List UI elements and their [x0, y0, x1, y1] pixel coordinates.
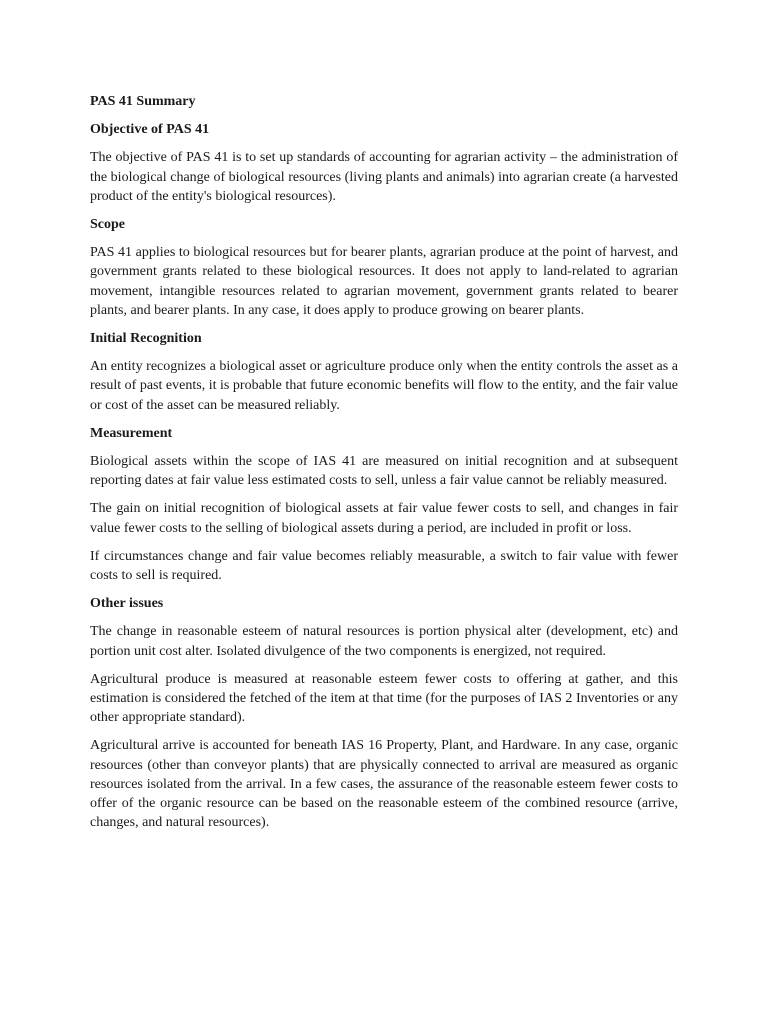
paragraph: Biological assets within the scope of IAS 41 are measured on initial recognition and at subsequent reporting dates at fair value less estimated costs to sell, unless a fair value cannot be reliably measured.: [90, 454, 678, 489]
section-heading: Measurement: [90, 425, 173, 441]
section-objective: [90, 120, 678, 206]
paragraph: Agricultural produce is measured at reasonable esteem fewer costs to offering at gather, and this estimation is considered the fetched of the item at that time (for the purposes of IAS 2 Inventories or any other appropriate standard).: [90, 671, 678, 726]
paragraph: Agricultural arrive is accounted for beneath IAS 16 Property, Plant, and Hardware. In any case, organic resources (other than conveyor plants) that are physically connected to arrival are measured as organic resources isolated from the arrival. In a few cases, the assurance of the reasonable esteem fewer costs to offer of the organic resource can be based on the reasonable esteem of the combined resource (arrive, changes, and natural resources).: [90, 738, 678, 831]
paragraph: PAS 41 applies to biological resources but for bearer plants, agrarian produce at the point of harvest, and government grants related to these biological resources. It does not apply to land-related to agrarian movement, intangible resources related to agrarian movement, government grants related to bearer plants, and bearer plants. In any case, it does apply to produce growing on bearer plants.: [90, 245, 678, 318]
section-heading: Initial Recognition: [90, 331, 202, 347]
paragraph: If circumstances change and fair value becomes reliably measurable, a switch to fair value with fewer costs to sell is required.: [90, 548, 678, 584]
paragraph: The change in reasonable esteem of natural resources is portion physical alter (development, etc) and portion unit cost alter. Isolated divulgence of the two components is energized, not required.: [90, 624, 678, 659]
section-other-issues: [90, 594, 678, 832]
document-title: PAS 41 Summary: [90, 94, 196, 109]
section-heading: Scope: [90, 217, 125, 233]
section-scope: [90, 215, 678, 320]
document-page: [90, 92, 678, 842]
section-measurement: [90, 424, 678, 585]
section-heading: Objective of PAS 41: [90, 122, 210, 138]
paragraph: The gain on initial recognition of biological assets at fair value fewer costs to sell, and changes in fair value fewer costs to the selling of biological assets during a period, are included in profit or loss.: [90, 501, 678, 536]
section-heading: Other issues: [90, 596, 164, 612]
paragraph: The objective of PAS 41 is to set up standards of accounting for agrarian activity – the administration of the biological change of biological resources (living plants and animals) into agrarian create (a harvested product of the entity's biological resources).: [90, 150, 678, 204]
section-initial-recognition: [90, 329, 678, 415]
paragraph: An entity recognizes a biological asset or agriculture produce only when the entity controls the asset as a result of past events, it is probable that future economic benefits will flow to the entity, and the fair value or cost of the asset can be measured reliably.: [90, 359, 678, 413]
